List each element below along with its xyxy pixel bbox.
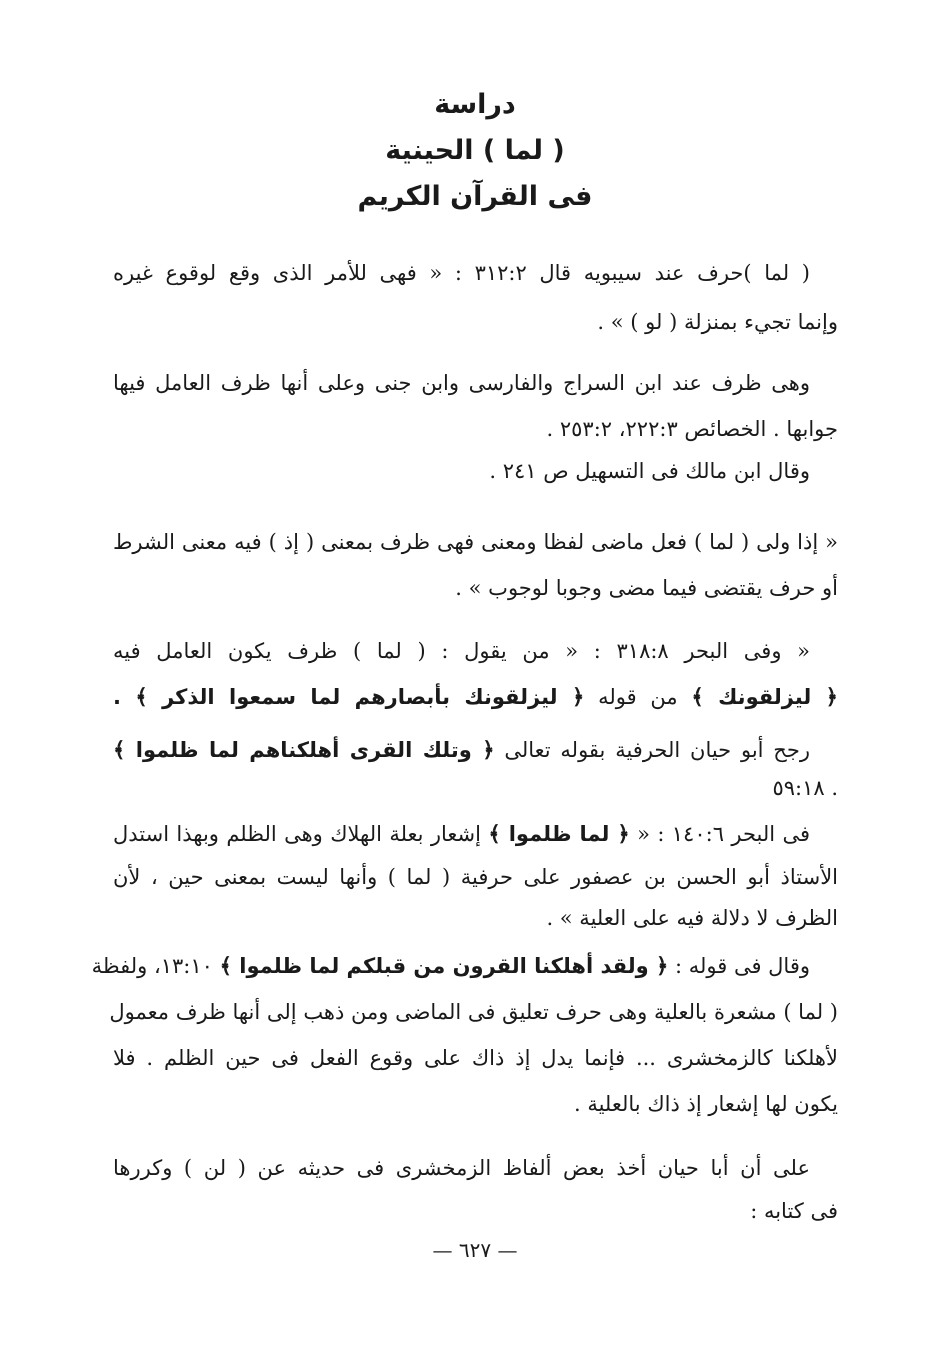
- text-line: [91, 948, 810, 984]
- text-line: يكون لها إشعار إذ ذاك بالعلية .: [573, 1092, 838, 1116]
- text-line: أو حرف يقتضى فيما مضى وجوبا لوجوب » .: [455, 576, 838, 600]
- title-block: [0, 82, 950, 220]
- title-line-2: ( لما ) الحينية: [385, 135, 565, 166]
- text-line: وإنما تجيء بمنزلة ( لو ) » .: [597, 310, 838, 334]
- text-span: فى البحر ١٤٠:٦ : «: [637, 822, 810, 846]
- quran-quote: ﴿ وتلك القرى أهلكناهم لما ظلموا ﴾: [113, 738, 495, 762]
- page-number: — ٦٢٧ —: [432, 1238, 518, 1262]
- text-line: وقال ابن مالك فى التسهيل ص ٢٤١ .: [489, 459, 810, 483]
- text-span: إشعار بعلة الهلاك وهى الظلم وبهذا استدل: [113, 822, 481, 846]
- quran-quote: ﴿ ليزلقونك ﴾: [691, 685, 838, 709]
- text-span: رجح أبو حيان الحرفية بقوله تعالى: [504, 738, 810, 762]
- text-line: الأستاذ أبو الحسن بن عصفور على حرفية ( لما ) وأنها ليست بمعنى حين ، لأن: [113, 865, 838, 889]
- text-line: [113, 732, 810, 768]
- text-line: « وفى البحر ٣١٨:٨ : « من يقول : ( لما ) ظرف يكون العامل فيه: [113, 639, 810, 663]
- text-line: لأهلكنا كالزمخشرى ... فإنما يدل إذ ذاك على وقوع الفعل فى حين الظلم . فلا: [113, 1046, 838, 1070]
- text-line: ( لما ) مشعرة بالعلية وهى حرف تعليق فى الماضى ومن ذهب إلى أنها ظرف معمول: [109, 1000, 838, 1024]
- text-line: فى كتابه :: [750, 1199, 838, 1223]
- text-span: وقال فى قوله :: [674, 954, 810, 978]
- text-line: جوابها . الخصائص ٢٢٢:٣، ٢٥٣:٢ .: [546, 417, 838, 441]
- quran-quote: ﴿ ولقد أهلكنا القرون من قبلكم لما ظلموا ﴾: [219, 954, 669, 978]
- text-line: على أن أبا حيان أخذ بعض ألفاظ الزمخشرى فى حديثه عن ( لن ) وكررها: [113, 1156, 810, 1180]
- text-line: وهى ظرف عند ابن السراج والفارسى وابن جنى وعلى أنها ظرف العامل فيها: [113, 371, 810, 395]
- text-span: من قوله: [598, 685, 678, 709]
- text-line: . ٥٩:١٨: [772, 776, 838, 800]
- text-line: ( لما )حرف عند سيبويه قال ٣١٢:٢ : « فهى للأمر الذى وقع لوقوع غيره: [113, 261, 810, 285]
- text-span: ١٣:١٠، ولفظة: [91, 954, 213, 978]
- title-line-3: فى القرآن الكريم: [357, 181, 593, 212]
- text-line: [113, 816, 810, 852]
- text-line: [113, 679, 838, 715]
- quran-quote: ﴿ لما ظلموا ﴾: [488, 822, 630, 846]
- text-line: « إذا ولى ( لما ) فعل ماضى لفظا ومعنى فهى ظرف بمعنى ( إذ ) فيه معنى الشرط: [113, 530, 838, 554]
- text-line: الظرف لا دلالة فيه على العلية » .: [546, 906, 838, 930]
- quran-quote: ﴿ ليزلقونك بأبصارهم لما سمعوا الذكر ﴾ .: [113, 685, 585, 709]
- title-line-1: دراسة: [434, 89, 516, 120]
